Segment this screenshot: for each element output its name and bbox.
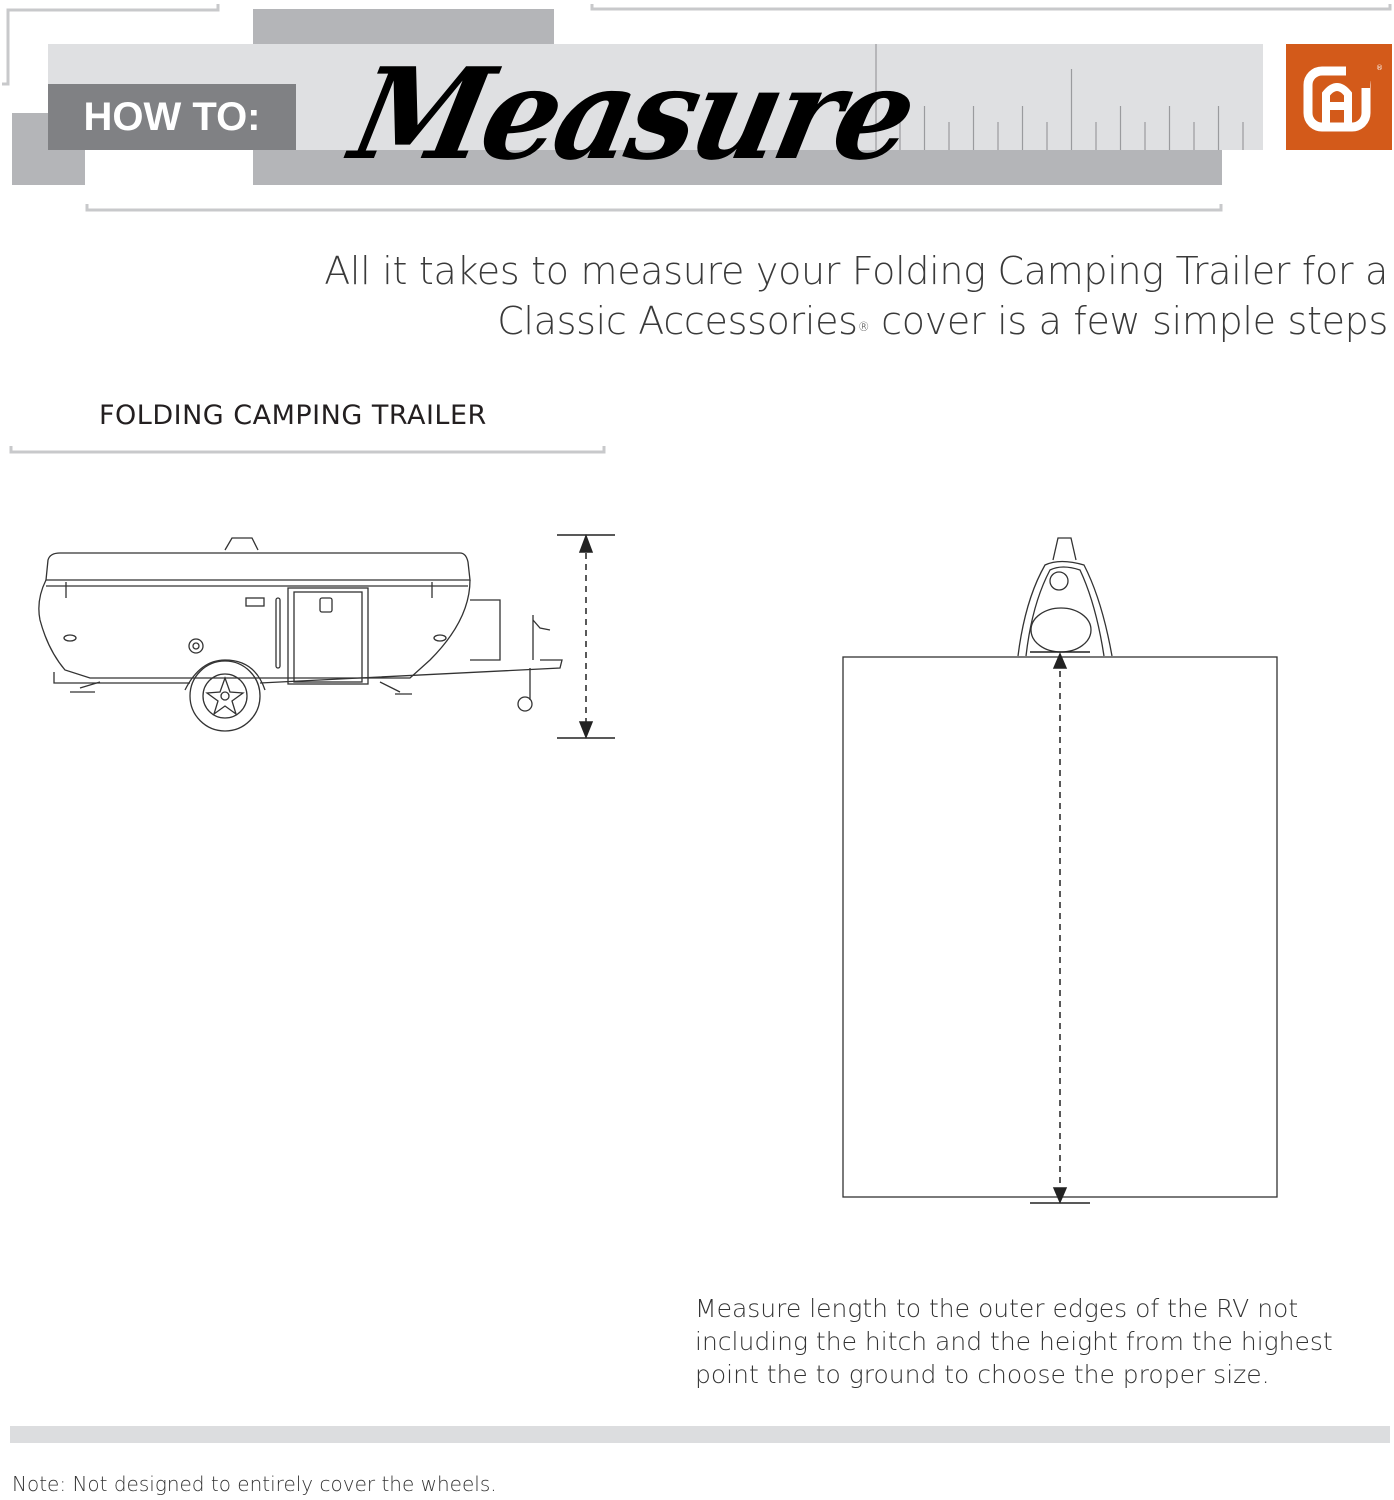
height-measure-arrow — [557, 535, 615, 738]
intro-brand: Classic Accessories — [497, 299, 858, 343]
trailer-top-view-illustration — [840, 530, 1300, 1210]
section-title: FOLDING CAMPING TRAILER — [99, 400, 487, 431]
logo-registered-mark: ® — [1376, 64, 1383, 72]
intro-line-1: All it takes to measure your Folding Camping Trailer for a — [324, 249, 1388, 293]
brand-logo — [1286, 44, 1392, 150]
measure-instructions: Measure length to the outer edges of the RV not including the hitch and the height from the highest point the to ground to choose the proper size. — [695, 1294, 1333, 1389]
brand-logo-icon — [1286, 44, 1392, 150]
footer-note: Note: Not designed to entirely cover the wheels. — [12, 1472, 497, 1496]
footer-divider-bar — [10, 1426, 1390, 1443]
howto-label: HOW TO: — [48, 84, 296, 150]
intro-line-2-rest: cover is a few simple steps — [869, 299, 1388, 343]
intro-line-2 — [288, 296, 1388, 346]
intro-registered: ® — [857, 320, 870, 334]
ruler-icon — [870, 44, 1270, 154]
section-underline — [0, 444, 610, 456]
trailer-side-view-illustration — [0, 520, 640, 750]
intro-headline — [288, 246, 1388, 346]
length-measure-arrow — [1030, 652, 1090, 1203]
page-title: Measure — [340, 40, 926, 189]
